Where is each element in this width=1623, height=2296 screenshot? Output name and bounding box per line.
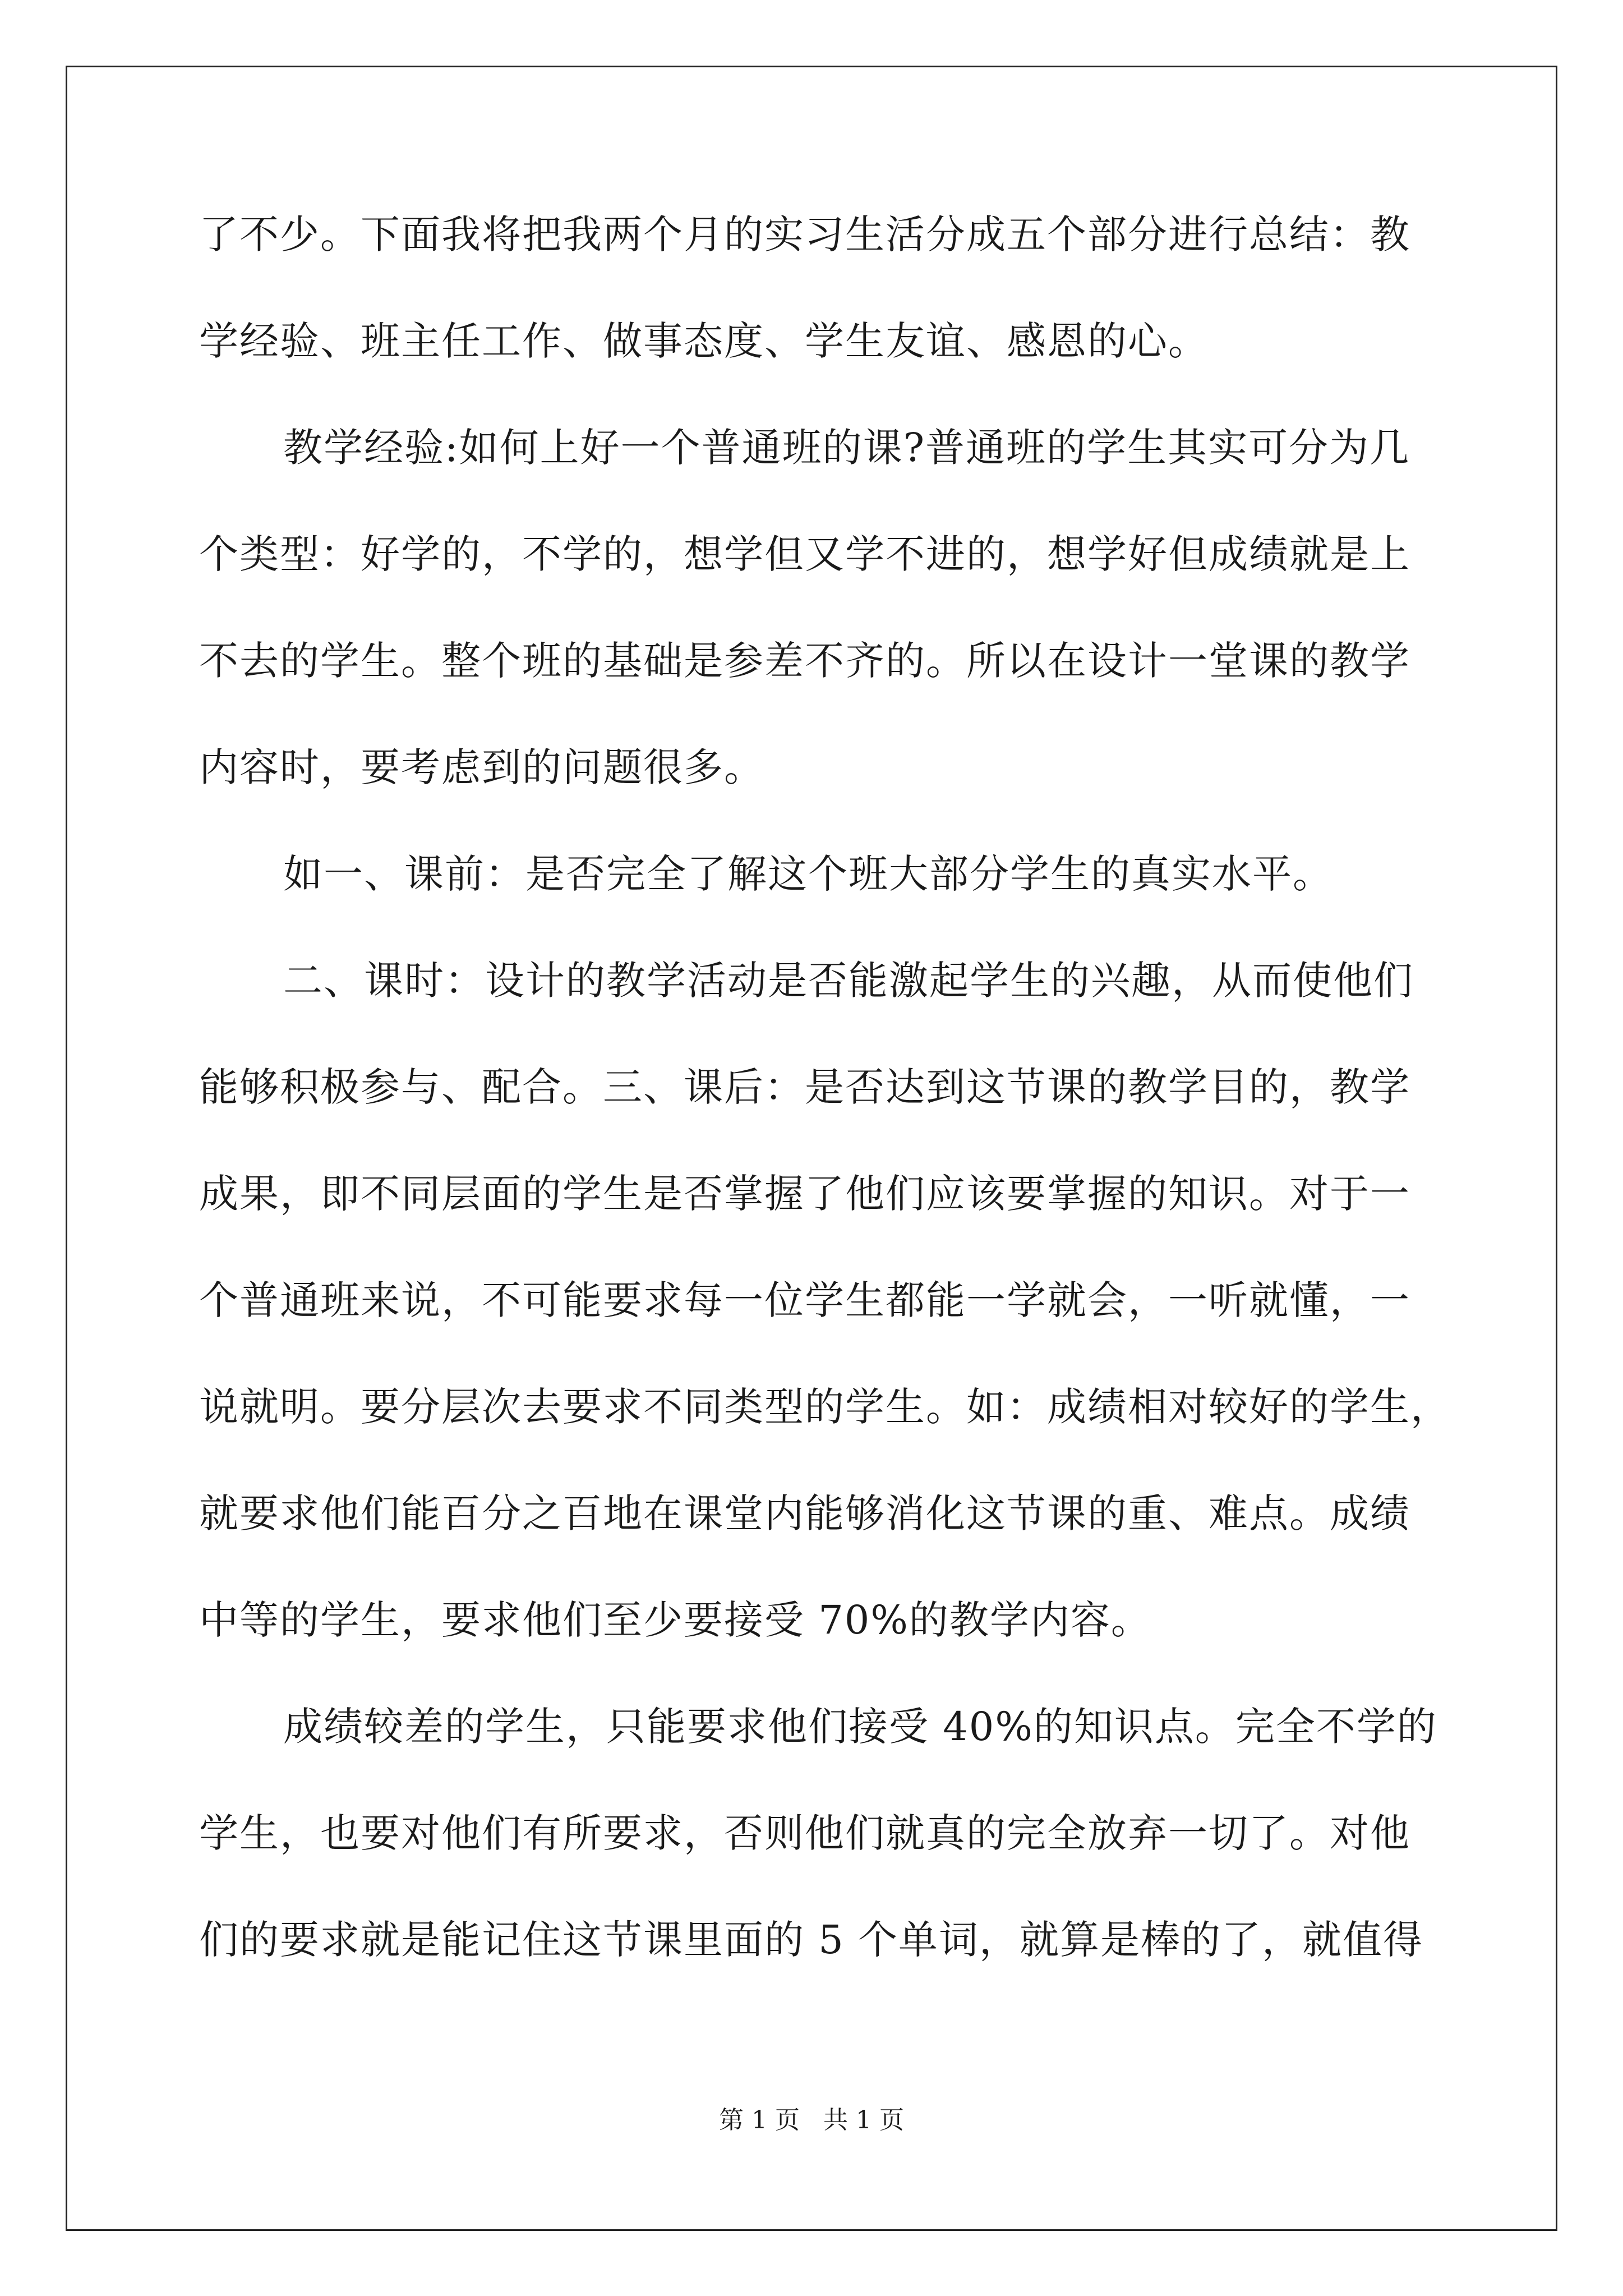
text-line-15: 成绩较差的学生，只能要求他们接受 40%的知识点。完全不学的 [283,1704,1437,1750]
text-line-7: 如一、课前：是否完全了解这个班大部分学生的真实水平。 [283,851,1333,897]
text-line-3: 教学经验:如何上好一个普通班的课?普通班的学生其实可分为几 [283,425,1410,471]
text-line-9: 能够积极参与、配合。三、课后：是否达到这节课的教学目的，教学 [199,1064,1410,1110]
page-footer [0,2106,1623,2134]
text-line-5: 不去的学生。整个班的基础是参差不齐的。所以在设计一堂课的教学 [199,638,1410,684]
text-line-14: 中等的学生，要求他们至少要接受 70%的教学内容。 [199,1597,1151,1643]
text-line-6: 内容时，要考虑到的问题很多。 [199,744,764,790]
text-line-12: 说就明。要分层次去要求不同类型的学生。如：成绩相对较好的学生， [199,1384,1451,1430]
text-line-8: 二、课时：设计的教学活动是否能激起学生的兴趣，从而使他们 [283,958,1414,1004]
document-body [199,211,1451,2025]
text-line-4: 个类型：好学的，不学的，想学但又学不进的，想学好但成绩就是上 [199,531,1410,577]
text-line-11: 个普通班来说，不可能要求每一位学生都能一学就会，一听就懂，一 [199,1277,1410,1323]
text-line-17: 们的要求就是能记住这节课里面的 5 个单词，就算是棒的了，就值得 [199,1917,1424,1963]
page-number-label: 第 1 页 [719,2106,800,2134]
text-line-1: 了不少。下面我将把我两个月的实习生活分成五个部分进行总结：教 [199,211,1410,257]
page-total-label: 共 1 页 [823,2106,904,2134]
text-line-10: 成果，即不同层面的学生是否掌握了他们应该要掌握的知识。对于一 [199,1171,1410,1217]
text-line-16: 学生，也要对他们有所要求，否则他们就真的完全放弃一切了。对他 [199,1810,1410,1856]
text-line-2: 学经验、班主任工作、做事态度、学生友谊、感恩的心。 [199,318,1209,364]
text-line-13: 就要求他们能百分之百地在课堂内能够消化这节课的重、难点。成绩 [199,1490,1410,1536]
